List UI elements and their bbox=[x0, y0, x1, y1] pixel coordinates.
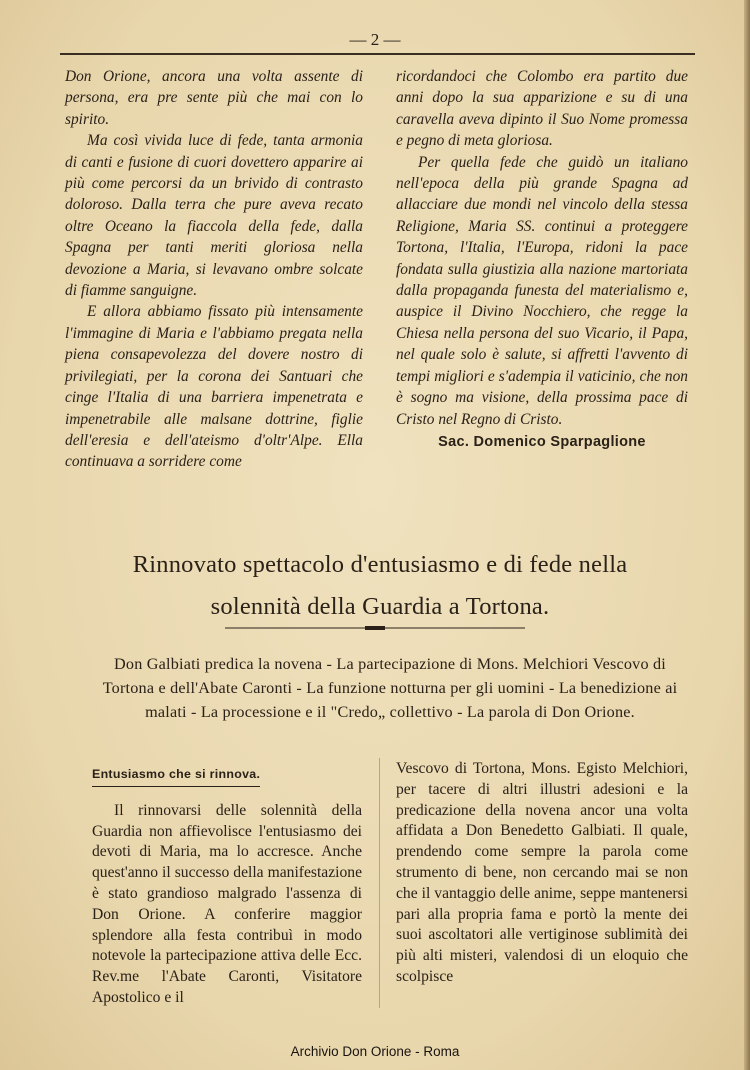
article2-left-column bbox=[92, 764, 362, 1009]
article2-headline bbox=[60, 544, 700, 628]
ornamental-rule bbox=[225, 625, 525, 631]
archive-footer: Archivio Don Orione - Roma bbox=[290, 1044, 460, 1059]
headline-line-1: Rinnovato spettacolo d'entusiasmo e di fede nella bbox=[132, 551, 628, 578]
page-edge-shadow bbox=[744, 0, 750, 1070]
section-subheading: Entusiasmo che si rinnova. bbox=[92, 764, 260, 787]
article1-paragraph: E allora abbiamo fissato più intensamente l'immagine di Maria e l'abbiamo pregata nella piena consapevolezza del dovere nostro di privilegiati, per la corona dei Santuari che cinge l'Italia di una barriera impenetrata e impenetrabile alle malsane dottrine, figlie dell'eresia e dell'ateismo d'oltr'Alpe. Ella continuava a sorridere come bbox=[65, 303, 363, 471]
article1-left-column bbox=[65, 66, 363, 473]
article1-paragraph: Per quella fede che guidò un italiano nell'epoca della più grande Spagna ad allacciare due mondi nel vincolo della stessa Religione, Maria SS. continui a proteggere Tortona, l'Italia, l'Europa, ridoni la pace fondata sulla giustizia alla nazione martoriata dalla propaganda funesta del materialismo e, auspice il Divino Nocchiero, che regge la Chiesa nella persona del suo Vicario, il Papa, nel quale solo è salute, si affretti l'avvento di tempi migliori e s'adempia il vaticinio, che non è sogno ma visione, della prossima pace di Cristo nel Regno di Cristo. bbox=[396, 153, 688, 428]
article1-paragraph: Don Orione, ancora una volta assente di persona, era pre sente più che mai con lo spirito. bbox=[65, 68, 363, 128]
article2-paragraph: Vescovo di Tortona, Mons. Egisto Melchiori, per tacere di altri illustri adesioni e la predicazione della novena ancor una volta affidata a Don Benedetto Galbiati. Il quale, prendendo come sempre la parola come strumento di bene, non cercando mai se non che il vantaggio delle anime, seppe mantenersi pari alla propria fama e portò la mente dei suoi ascoltatori alle vertiginose sublimità dei più alti misteri, valendosi di un eloquio che scolpisce bbox=[396, 760, 688, 985]
article2-summary: Don Galbiati predica la novena - La partecipazione di Mons. Melchiori Vescovo di Tortona e dell'Abate Caronti - La funzione notturna per gli uomini - La benedizione ai malati - La processione e il "Credo„ collettivo - La parola di Don Orione. bbox=[102, 655, 678, 722]
header-rule bbox=[60, 53, 695, 55]
article1-paragraph: Ma così vivida luce di fede, tanta armonia di canti e fusione di cuori dovettero apparire ai più come percorsi da un brivido di contrasto doloroso. Dalla terra che pure aveva recato oltre Oceano la fiaccola della fede, dalla Spagna per tanti meriti gloriosa nella devozione a Maria, si levavano ombre solcate di fiamme sanguigne. bbox=[65, 132, 363, 300]
article1-paragraph: ricordandoci che Colombo era partito due anni dopo la sua apparizione e su di una caravella aveva dipinto il Suo Nome promessa e pegno di meta gloriosa. bbox=[396, 68, 688, 150]
headline-line-2: solennità della Guardia a Tortona. bbox=[210, 593, 550, 620]
article2-paragraph: Il rinnovarsi delle solennità della Guardia non affievolisce l'entusiasmo dei devoti di Maria, ma lo accresce. Anche quest'anno il successo della manifestazione è stato grandioso malgrado l'assenza di Don Orione. A conferire maggior splendore alla festa contribuì in modo notevole la partecipazione attiva delle Ecc. Rev.me l'Abate Caronti, Visitatore Apostolico e il bbox=[92, 801, 362, 1006]
author-signature: Sac. Domenico Sparpaglione bbox=[438, 433, 646, 450]
page-number: — 2 — bbox=[349, 30, 401, 49]
article1-right-column bbox=[396, 66, 688, 453]
article2-right-column bbox=[396, 759, 688, 988]
column-divider bbox=[379, 758, 380, 1008]
